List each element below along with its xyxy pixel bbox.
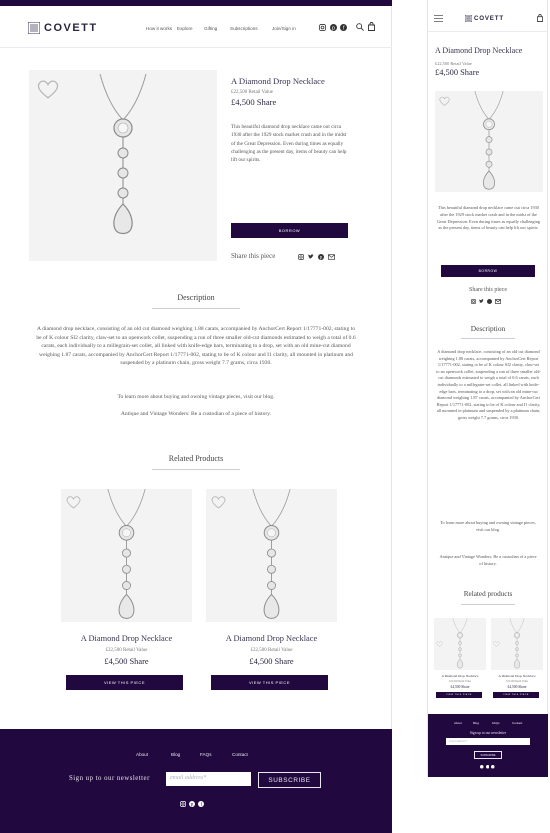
- description-body: A diamond drop necklace, consisting of an old cut diamond weighing 1.88 carats, accompanied by AnchorCert Report 1/17771-002, stating to be of K colour SI2 clarity, claw-set to an openwork collet, suspending a run of three smaller old-cut diamonds estimated to weigh a total of 0.6 carats, each individually to a millegrain-set collet, all linked with knife-edge bars, terminating to a drop, set with an old mine-cut diamond weighing 1.87 carats, accompanied by AnchorCert Report 1/17771-002, stating to be of K colour and I1 clarity, all mounted in platinum and suspended by a platinum chain, gross weight 7.7 grams, circa 1930.: [436, 349, 541, 420]
- related-card[interactable]: [206, 489, 337, 622]
- view-this-piece-button[interactable]: VIEW THIS PIECE: [211, 675, 328, 690]
- footer-link-about[interactable]: About: [136, 752, 149, 757]
- svg-text:p: p: [332, 25, 335, 31]
- learn-more-text[interactable]: To learn more about buying and owning vintage pieces, visit our blog.: [117, 394, 275, 400]
- related-card-title: A Diamond Drop Necklace: [225, 634, 318, 643]
- description-heading: Description: [470, 324, 506, 333]
- footer-link-about[interactable]: About: [454, 721, 462, 725]
- pinterest-icon[interactable]: [189, 801, 195, 807]
- related-divider: [152, 469, 240, 470]
- email-input[interactable]: email address*: [166, 772, 251, 786]
- product-title: A Diamond Drop Necklace: [435, 46, 523, 55]
- nav-how-it-works[interactable]: How it works: [146, 26, 173, 31]
- nav-join-sign-in[interactable]: Join/Sign in: [272, 26, 296, 31]
- svg-text:f: f: [343, 25, 345, 31]
- favorite-heart-icon[interactable]: [436, 641, 443, 647]
- newsletter-label: Sign up to our newsletter: [69, 775, 150, 782]
- mobile-view: [427, 0, 548, 777]
- tagline-text: Antique and Vintage Wonders: Be a custodian of a piece of history.: [120, 411, 272, 417]
- favorite-heart-icon[interactable]: [439, 96, 450, 106]
- brand-name: COVETT: [44, 22, 98, 34]
- related-card[interactable]: [434, 618, 486, 670]
- related-card-retail: £22,500 Retail Value: [449, 680, 471, 683]
- necklace-photo: [461, 91, 517, 192]
- facebook-icon[interactable]: [198, 801, 204, 807]
- related-products-heading: Related products: [463, 590, 513, 598]
- nav-gifting[interactable]: Gifting: [204, 26, 218, 31]
- footer-link-contact[interactable]: Contact: [232, 752, 248, 757]
- svg-text:p: p: [319, 254, 323, 260]
- borrow-button[interactable]: BORROW: [231, 223, 348, 238]
- site-header: [0, 6, 392, 48]
- menu-icon[interactable]: [434, 15, 443, 22]
- description-heading: Description: [177, 293, 215, 302]
- pinterest-icon[interactable]: [486, 765, 490, 769]
- necklace-photo: [446, 618, 474, 670]
- related-card-title: A Diamond Drop Necklace: [498, 674, 536, 678]
- twitter-icon[interactable]: [308, 254, 314, 260]
- subscribe-button[interactable]: SUBSCRIBE: [258, 772, 321, 788]
- nav-explore[interactable]: Explore: [177, 26, 193, 31]
- related-card-title: A Diamond Drop Necklace: [441, 674, 479, 678]
- cart-icon[interactable]: [537, 14, 543, 22]
- description-body: A diamond drop necklace, consisting of an old cut diamond weighing 1.88 carats, accompanied by AnchorCert Report 1/17771-002, stating to be of K colour SI2 clarity, claw-set to an openwork collet, suspending a run of three smaller old-cut diamonds estimated to weigh a total of 0.6 carats, each individually to a millegrain-set collet, all linked with knife-edge bars, terminating to a drop, set with an old mine-cut diamond weighing 1.87 carats, accompanied by AnchorCert Report 1/17771-002, stating to be of K colour and I1 clarity, all mounted in platinum and suspended by a platinum chain, gross weight 7.7 grams, circa 1930.: [36, 326, 356, 367]
- necklace-photo: [235, 489, 308, 622]
- cart-icon[interactable]: [368, 22, 375, 31]
- instagram-icon[interactable]: [480, 765, 484, 769]
- view-this-piece-button[interactable]: VIEW THIS PIECE: [66, 675, 183, 690]
- newsletter-label: Sign up to our newsletter: [469, 731, 507, 735]
- twitter-icon[interactable]: [479, 299, 484, 304]
- related-divider: [461, 604, 515, 605]
- pinterest-icon[interactable]: [487, 299, 492, 304]
- facebook-icon[interactable]: [340, 24, 347, 31]
- footer-link-faqs[interactable]: FAQs: [492, 721, 500, 725]
- related-card-price: £4,500 Share: [450, 685, 470, 689]
- view-this-piece-button[interactable]: VIEW THIS PIECE: [436, 692, 482, 698]
- brand-name: COVETT: [474, 15, 504, 22]
- tagline-text: Antique and Vintage Wonders: Be a custodian of a piece of history.: [439, 554, 537, 566]
- email-input[interactable]: email address*: [446, 738, 530, 745]
- related-card-retail: £22,500 Retail Value: [506, 680, 528, 683]
- pinterest-icon[interactable]: [318, 254, 324, 260]
- retail-value: £22,500 Retail Value: [435, 61, 472, 66]
- product-title: A Diamond Drop Necklace: [231, 76, 325, 86]
- footer-link-contact[interactable]: Contact: [512, 721, 523, 725]
- retail-value: £22,500 Retail Value: [231, 90, 273, 95]
- search-icon[interactable]: [356, 23, 364, 31]
- share-this-piece-label: Share this piece: [231, 252, 276, 260]
- related-card-retail: £22,500 Retail Value: [250, 648, 293, 653]
- facebook-icon[interactable]: [491, 765, 495, 769]
- share-this-piece-label: Share this piece: [469, 287, 507, 293]
- description-divider: [461, 338, 515, 339]
- instagram-icon[interactable]: [319, 24, 326, 31]
- instagram-icon[interactable]: [180, 801, 186, 807]
- related-card-retail: £22,500 Retail Value: [105, 648, 148, 653]
- learn-more-text[interactable]: To learn more about buying and owning vintage pieces, visit our blog.: [440, 520, 536, 532]
- product-image: [435, 91, 543, 192]
- mobile-footer: [428, 714, 548, 777]
- favorite-heart-icon[interactable]: [66, 495, 81, 509]
- pinterest-icon[interactable]: [330, 24, 337, 31]
- logo-mark-icon: [28, 22, 40, 34]
- related-card[interactable]: [491, 618, 543, 670]
- description-divider: [152, 308, 240, 309]
- related-card-price: £4,500 Share: [249, 657, 294, 666]
- logo[interactable]: [465, 15, 504, 22]
- site-footer: [0, 729, 392, 833]
- nav-subscriptions[interactable]: Subscriptions: [230, 26, 258, 31]
- instagram-icon[interactable]: [471, 299, 476, 304]
- mobile-header: [428, 0, 548, 32]
- share-price: £4,500 Share: [231, 97, 277, 107]
- product-blurb: This beautiful diamond drop necklace came out circa 1930 after the 1929 stock market crash and in the midst of the Great Depression. Even during times as equally challenging as the present day, items of beauty can help lift our spirits.: [231, 124, 347, 164]
- favorite-heart-icon[interactable]: [211, 495, 226, 509]
- share-price: £4,500 Share: [435, 68, 480, 77]
- related-products-heading: Related Products: [168, 454, 224, 463]
- svg-text:f: f: [200, 801, 202, 807]
- necklace-photo: [78, 74, 168, 238]
- related-card-price: £4,500 Share: [104, 657, 149, 666]
- related-card-price: £4,500 Share: [507, 685, 527, 689]
- view-this-piece-button[interactable]: VIEW THIS PIECE: [493, 692, 539, 698]
- logo[interactable]: [28, 22, 98, 34]
- footer-link-faqs[interactable]: FAQs: [200, 752, 212, 757]
- instagram-icon[interactable]: [298, 254, 304, 260]
- related-card-title: A Diamond Drop Necklace: [80, 634, 173, 643]
- favorite-heart-icon[interactable]: [493, 641, 500, 647]
- subscribe-button[interactable]: SUBSCRIBE: [474, 751, 502, 759]
- borrow-button[interactable]: BORROW: [441, 265, 535, 277]
- svg-text:p: p: [190, 801, 194, 807]
- necklace-photo: [90, 489, 163, 622]
- email-icon[interactable]: [328, 254, 335, 260]
- favorite-heart-icon[interactable]: [37, 79, 59, 99]
- footer-link-blog[interactable]: Blog: [171, 752, 181, 757]
- product-image: [29, 70, 217, 261]
- necklace-photo: [503, 618, 531, 670]
- logo-mark-icon: [465, 15, 472, 22]
- footer-link-blog[interactable]: Blog: [473, 721, 480, 725]
- email-icon[interactable]: [495, 299, 501, 304]
- related-card[interactable]: [61, 489, 192, 622]
- product-blurb: This beautiful diamond drop necklace came out circa 1930 after the 1929 stock market crash and in the midst of the Great Depression. Even during times as equally challenging as the present day, items of beauty can help lift our spirits.: [436, 205, 541, 231]
